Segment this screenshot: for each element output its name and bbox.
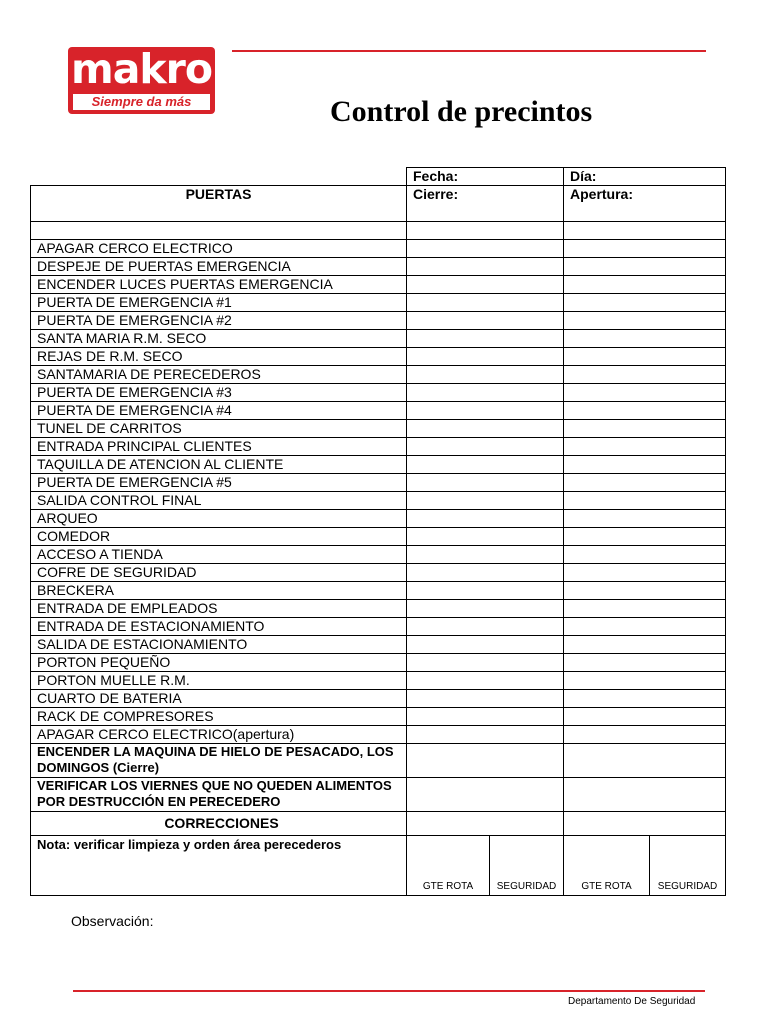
gte-rota-signature[interactable]: GTE ROTA: [407, 836, 490, 896]
item-label: APAGAR CERCO ELECTRICO: [31, 240, 407, 258]
empty-cell: [31, 222, 407, 240]
cierre-cell[interactable]: [407, 726, 564, 744]
apertura-cell[interactable]: [564, 636, 726, 654]
apertura-cell[interactable]: [564, 528, 726, 546]
bold-item-label: ENCENDER LA MAQUINA DE HIELO DE PESACADO, LOS DOMINGOS (Cierre): [31, 744, 407, 778]
cierre-cell[interactable]: [407, 240, 564, 258]
cierre-cell[interactable]: [407, 222, 564, 240]
item-row: [31, 330, 726, 348]
item-row: [31, 294, 726, 312]
item-row: [31, 366, 726, 384]
item-label: ENTRADA DE ESTACIONAMIENTO: [31, 618, 407, 636]
item-row: [31, 348, 726, 366]
cierre-cell[interactable]: [407, 600, 564, 618]
apertura-cell[interactable]: [564, 258, 726, 276]
item-row: [31, 438, 726, 456]
item-label: COFRE DE SEGURIDAD: [31, 564, 407, 582]
apertura-cell[interactable]: [564, 726, 726, 744]
apertura-cell[interactable]: [564, 402, 726, 420]
item-row: [31, 528, 726, 546]
apertura-cell[interactable]: [564, 744, 726, 778]
cierre-cell[interactable]: [407, 564, 564, 582]
correcciones-label: CORRECCIONES: [31, 812, 407, 836]
cierre-cell[interactable]: [407, 402, 564, 420]
item-row: [31, 456, 726, 474]
item-row: [31, 636, 726, 654]
item-label: COMEDOR: [31, 528, 407, 546]
cierre-cell[interactable]: [407, 366, 564, 384]
item-row: [31, 600, 726, 618]
correcciones-row: [31, 812, 726, 836]
cierre-cell[interactable]: [407, 744, 564, 778]
apertura-cell[interactable]: [564, 672, 726, 690]
empty-row: [31, 222, 726, 240]
item-row: [31, 384, 726, 402]
item-label: PUERTA DE EMERGENCIA #3: [31, 384, 407, 402]
item-label: DESPEJE DE PUERTAS EMERGENCIA: [31, 258, 407, 276]
item-row: [31, 402, 726, 420]
column-header-row: [31, 186, 726, 222]
item-row: [31, 474, 726, 492]
cierre-cell[interactable]: [407, 312, 564, 330]
apertura-cell[interactable]: [564, 546, 726, 564]
item-row: [31, 510, 726, 528]
cierre-cell[interactable]: [407, 456, 564, 474]
cierre-cell[interactable]: [407, 330, 564, 348]
bold-item-label: VERIFICAR LOS VIERNES QUE NO QUEDEN ALIMENTOS POR DESTRUCCIÓN EN PERECEDERO: [31, 778, 407, 812]
logo-brand: makro: [70, 45, 213, 93]
item-label: TUNEL DE CARRITOS: [31, 420, 407, 438]
footer-department: Departamento De Seguridad: [568, 996, 696, 1007]
top-divider: [232, 50, 706, 52]
item-label: SALIDA DE ESTACIONAMIENTO: [31, 636, 407, 654]
cierre-cell[interactable]: [407, 582, 564, 600]
bold-item-row: [31, 778, 726, 812]
item-row: [31, 546, 726, 564]
seguridad-signature[interactable]: SEGURIDAD: [650, 836, 726, 896]
bold-item-row: [31, 744, 726, 778]
item-label: RACK DE COMPRESORES: [31, 708, 407, 726]
cierre-cell[interactable]: [407, 528, 564, 546]
apertura-cell[interactable]: [564, 690, 726, 708]
makro-logo: [68, 47, 215, 114]
apertura-cell[interactable]: [564, 600, 726, 618]
item-label: TAQUILLA DE ATENCION AL CLIENTE: [31, 456, 407, 474]
apertura-cell[interactable]: [564, 474, 726, 492]
item-label: PUERTA DE EMERGENCIA #4: [31, 402, 407, 420]
cierre-cell[interactable]: [407, 438, 564, 456]
cierre-cell[interactable]: [407, 546, 564, 564]
cierre-cell[interactable]: [407, 384, 564, 402]
item-label: PUERTA DE EMERGENCIA #1: [31, 294, 407, 312]
apertura-cell[interactable]: [564, 582, 726, 600]
item-label: PORTON MUELLE R.M.: [31, 672, 407, 690]
item-label: ENCENDER LUCES PUERTAS EMERGENCIA: [31, 276, 407, 294]
cierre-cell[interactable]: [407, 690, 564, 708]
item-row: [31, 420, 726, 438]
apertura-cell[interactable]: [564, 276, 726, 294]
cierre-cell[interactable]: [407, 636, 564, 654]
item-label: APAGAR CERCO ELECTRICO(apertura): [31, 726, 407, 744]
observacion-label: Observación:: [71, 913, 154, 929]
cierre-header: Cierre:: [407, 186, 564, 222]
item-label: SANTAMARIA DE PERECEDEROS: [31, 366, 407, 384]
apertura-cell[interactable]: [564, 708, 726, 726]
apertura-cell[interactable]: [564, 456, 726, 474]
item-label: ENTRADA PRINCIPAL CLIENTES: [31, 438, 407, 456]
control-table: [30, 167, 726, 896]
apertura-cell[interactable]: [564, 778, 726, 812]
cierre-cell[interactable]: [407, 492, 564, 510]
item-row: [31, 312, 726, 330]
cierre-cell[interactable]: [407, 294, 564, 312]
cierre-cell[interactable]: [407, 276, 564, 294]
item-label: PUERTA DE EMERGENCIA #5: [31, 474, 407, 492]
apertura-cell[interactable]: [564, 348, 726, 366]
seguridad-signature[interactable]: SEGURIDAD: [490, 836, 564, 896]
item-label: REJAS DE R.M. SECO: [31, 348, 407, 366]
apertura-cell[interactable]: [564, 654, 726, 672]
cierre-cell[interactable]: [407, 708, 564, 726]
apertura-cell[interactable]: [564, 564, 726, 582]
apertura-cell[interactable]: [564, 510, 726, 528]
item-label: ENTRADA DE EMPLEADOS: [31, 600, 407, 618]
cierre-cell[interactable]: [407, 348, 564, 366]
apertura-cell[interactable]: [564, 812, 726, 836]
apertura-header: Apertura:: [564, 186, 726, 222]
apertura-cell[interactable]: [564, 330, 726, 348]
blank-cell: [31, 168, 407, 186]
item-label: SANTA MARIA R.M. SECO: [31, 330, 407, 348]
logo-slogan: Siempre da más: [91, 94, 192, 109]
item-label: CUARTO DE BATERIA: [31, 690, 407, 708]
cierre-cell[interactable]: [407, 812, 564, 836]
item-row: [31, 276, 726, 294]
apertura-cell[interactable]: [564, 438, 726, 456]
cierre-cell[interactable]: [407, 510, 564, 528]
item-row: [31, 492, 726, 510]
item-label: ACCESO A TIENDA: [31, 546, 407, 564]
page-title: Control de precintos: [330, 95, 593, 128]
item-row: [31, 240, 726, 258]
gte-rota-signature[interactable]: GTE ROTA: [564, 836, 650, 896]
apertura-cell[interactable]: [564, 222, 726, 240]
item-row: [31, 726, 726, 744]
cierre-cell[interactable]: [407, 474, 564, 492]
item-row: [31, 258, 726, 276]
item-row: [31, 654, 726, 672]
apertura-cell[interactable]: [564, 618, 726, 636]
item-label: SALIDA CONTROL FINAL: [31, 492, 407, 510]
bottom-divider: [73, 990, 705, 992]
apertura-cell[interactable]: [564, 492, 726, 510]
item-row: [31, 690, 726, 708]
dia-field[interactable]: Día:: [564, 168, 726, 186]
apertura-cell[interactable]: [564, 420, 726, 438]
item-label: ARQUEO: [31, 510, 407, 528]
item-row: [31, 582, 726, 600]
apertura-cell[interactable]: [564, 384, 726, 402]
cierre-cell[interactable]: [407, 778, 564, 812]
nota-text: Nota: verificar limpieza y orden área perecederos: [31, 836, 407, 896]
item-row: [31, 672, 726, 690]
item-label: PUERTA DE EMERGENCIA #2: [31, 312, 407, 330]
puertas-header: PUERTAS: [31, 186, 407, 222]
cierre-cell[interactable]: [407, 672, 564, 690]
item-row: [31, 618, 726, 636]
item-row: [31, 564, 726, 582]
item-label: BRECKERA: [31, 582, 407, 600]
apertura-cell[interactable]: [564, 294, 726, 312]
cierre-cell[interactable]: [407, 258, 564, 276]
item-label: PORTON PEQUEÑO: [31, 654, 407, 672]
logo-slogan-box: [73, 94, 210, 110]
nota-row: [31, 836, 726, 896]
apertura-cell[interactable]: [564, 240, 726, 258]
fecha-field[interactable]: Fecha:: [407, 168, 564, 186]
cierre-cell[interactable]: [407, 618, 564, 636]
item-row: [31, 708, 726, 726]
apertura-cell[interactable]: [564, 312, 726, 330]
cierre-cell[interactable]: [407, 420, 564, 438]
date-row: [31, 168, 726, 186]
cierre-cell[interactable]: [407, 654, 564, 672]
apertura-cell[interactable]: [564, 366, 726, 384]
